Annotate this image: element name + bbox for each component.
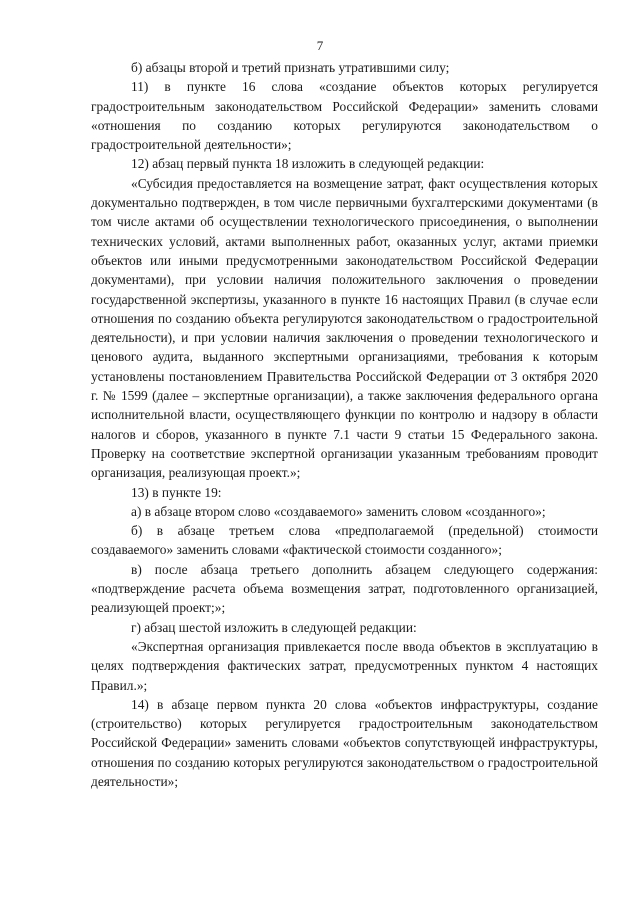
paragraph: б) в абзаце третьем слова «предполагаемой (предельной) стоимости создаваемого» заменить словами «фактической стоимости созданного»; (91, 523, 598, 558)
paragraph: 14) в абзаце первом пункта 20 слова «объектов инфраструктуры, создание (строительство) которых регулируется градостроительным законодательством Российской Федерации» заменить словами «объектов сопутствующей инфраструктуры, отношения по созданию которых регулируются законодательством о градостроительной деятельности»; (91, 696, 598, 789)
paragraph: 13) в пункте 19: (131, 484, 222, 500)
paragraph: а) в абзаце втором слово «создаваемого» заменить словом «созданного»; (131, 503, 546, 519)
paragraph: 12) абзац первый пункта 18 изложить в следующей редакции: (131, 156, 485, 172)
paragraph: г) абзац шестой изложить в следующей редакции: (131, 619, 417, 635)
paragraph: б) абзацы второй и третий признать утратившими силу; (131, 60, 450, 75)
paragraph: «Экспертная организация привлекается после ввода объектов в эксплуатацию в целях подтверждения фактических затрат, предусмотренных пунктом 4 настоящих Правил.»; (91, 638, 598, 693)
page-number: 7 (316, 38, 324, 53)
document-body (91, 58, 598, 791)
paragraph: «Субсидия предоставляется на возмещение затрат, факт осуществления которых документально подтвержден, в том числе первичными бухгалтерскими документами (в том числе актами об осуществлении технологического присоединения, о выполнении технических условий, актами выполненных работ, оказанных услуг, актами приемки объектов или иными предусмотренными законодательством Российской Федерации документами), при условии наличия положительного заключения о проведении государственной экспертизы, указанного в пункте 16 настоящих Правил (в случае если отношения по созданию объекта регулируются законодательством о градостроительной деятельности), и при условии наличия заключения о проведении технологического и ценового аудита, выданного экспертными организациями, требования к которым установлены постановлением Правительства Российской Федерации от 3 октября 2020 г. № 1599 (далее – экспертные организации), а также заключения федерального органа исполнительной власти, осуществляющего функции по контролю и надзору в области налогов и сборов, указанного в пункте 7.1 части 9 статьи 15 Федерального закона. Проверку на соответствие экспертной организации указанным требованиям проводит организация, реализующая проект.»; (91, 175, 598, 481)
paragraph: в) после абзаца третьего дополнить абзацем следующего содержания: «подтверждение расчета объема возмещения затрат, подготовленного организацией, реализующей проект;»; (91, 561, 598, 616)
paragraph: 11) в пункте 16 слова «создание объектов которых регулируется градостроительным законодательством Российской Федерации» заменить словами «отношения по созданию которых регулируются законодательством о градостроительной деятельности»; (91, 79, 598, 153)
